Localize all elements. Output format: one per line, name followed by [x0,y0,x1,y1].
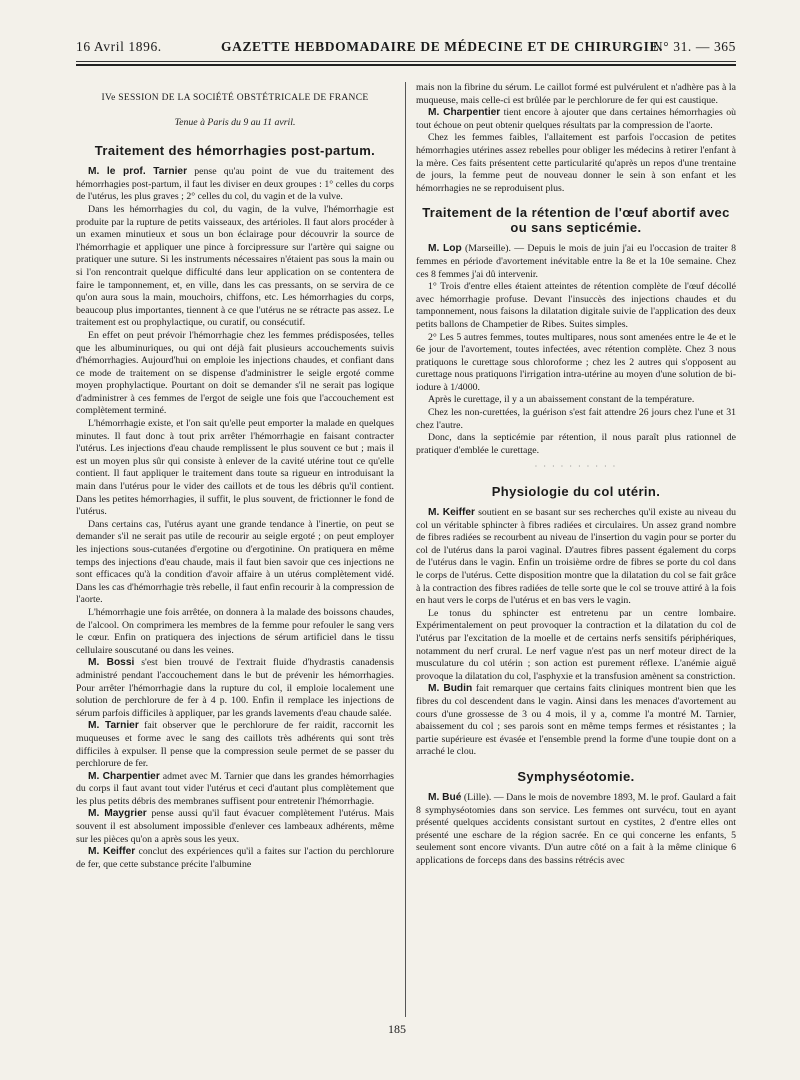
speaker-name: M. le prof. Tarnier [88,166,188,178]
paragraph-text: conclut des expériences qu'il a faites sur l'action du perchlorure de fer, que cette substance précite l'albumine [76,846,394,870]
paragraph: 2° Les 5 autres femmes, toutes multipares, nous sont amenées entre le 4e et le 6e jour de l'avortement, toutes infectées, avec rétention complète. Chez 3 nous pratiquons le curettage sous chloroforme ; chez les 2 autres qui s'opposent au curettage nous pratiquons l'irrigation intra-utérine au moyen d'une solution de bi-iodure à 1/4000. [416,331,736,393]
paragraph [76,808,394,846]
paragraph-text: fait remarquer que certains faits cliniques montrent bien que les fibres du col descendent dans le vagin. Ainsi dans les menaces d'avortement au cours d'une grossesse de 3 ou 4 mois, il y a, comme l'a montré M. Tarnier, abaissement du col ; ses parois sont en même temps fermes et résistantes ; la partie supérieure est évasée et l'ensemble prend la forme d'une toupie dont on a arraché le clou. [416,683,736,758]
paragraph: mais non la fibrine du sérum. Le caillot formé est pulvérulent et n'adhère pas à la muqueuse, mais celle-ci est brûlée par le perchlorure de fer qui est caustique. [416,82,736,106]
speaker-name: M. Charpentier [88,770,160,782]
issue-page-number: N° 31. — 365 [652,39,736,54]
header-rule-thick [76,64,736,66]
left-column [76,88,394,871]
header-rule [76,61,736,62]
paragraph-text: (Marseille). — Depuis le mois de juin j'ai eu l'occasion de traiter 8 femmes en période d'avortement inévitable entre la 8e et la 10e semaine. Chez ces 8 femmes j'ai dû intervenir. [416,243,736,280]
paragraph [76,846,394,871]
section-separator: · · · · · · · · · · [534,462,618,472]
speaker-name: M. Lop [428,243,462,255]
paragraph: Donc, dans la septicémie par rétention, il nous paraît plus rationnel de pratiquer d'emblée le curettage. [416,432,736,456]
speaker-name: M. Budin [428,683,473,695]
speaker-name: M. Tarnier [88,720,139,732]
running-header [76,39,736,59]
paragraph: Chez les non-curettées, la guérison s'est fait attendre 26 jours chez l'une et 31 chez l'autre. [416,407,736,431]
session-heading: IVe SESSION DE LA SOCIÉTÉ OBSTÉTRICALE DE FRANCE [101,93,369,103]
paragraph-text: tient encore à ajouter que dans certaines hémorrhagies où tout échoue on peut obtenir quelques résultats par la compression de l'aorte. [416,107,736,131]
paragraph [76,720,394,770]
page-number: 185 [388,1022,406,1036]
paragraph-text: s'est bien trouvé de l'extrait fluide d'hydrastis canadensis administré pendant l'accouchement dans le but de prévenir les hémorrhagies. Pour arrêter l'hémorrhagie dans la rupture du col, il emploie localement une solution de perchlorure de fer à 4 p. 100. Enfin il remplace les injections de sérum parfois difficiles à appliquer, par les grands lavements d'eau chaude salée. [76,657,394,719]
speaker-name: M. Keiffer [88,846,136,858]
paragraph: 1° Trois d'entre elles étaient atteintes de rétention complète de l'œuf décollé avec hémorrhagie profuse. Devant l'insuccès des injections chaudes et du tamponnement, nous faisons la dilatation digitale suivie de l'application des deux petits ballons de Champetier de Ribes. Suites simples. [416,281,736,330]
journal-title: GAZETTE HEBDOMADAIRE DE MÉDECINE ET DE CHIRURGIE. [221,39,664,54]
paragraph [416,792,736,868]
paragraph [76,771,394,809]
header-date: 16 Avril 1896. [76,39,162,54]
paragraph: Dans les hémorrhagies du col, du vagin, de la vulve, l'hémorrhagie est produite par la rupture de petits vaisseaux, des artérioles. Il faut alors procéder à un examen minutieux et sous un bon éclairage pour découvrir la source de l'hémorrhagie et appliquer une pince à forcipressure sur l'artère qui saigne ou pratiquer une suture. Si les instruments nécessaires n'étaient pas sous la main ou si l'on rencontrait quelque difficulté dans leur application on se contentera de faire le tamponnement, et, en ville, dans les cas pressants, on se servira de ce qu'on aura sous la main, mouchoirs, chiffons, etc. Les hémorrhagies du corps, beaucoup plus importantes, tiennent à ce que l'utérus ne se rétracte pas assez. Le traitement est ou prophylactique, ou curatif, ou consécutif. [76,203,394,329]
paragraph: En effet on peut prévoir l'hémorrhagie chez les femmes prédisposées, telles que les albuminuriques, ou qui ont déjà fait plusieurs accouchements suivis d'hémorrhagies. Aujourd'hui on emploie les injections chaudes, et confiant dans ce mode de traitement on se dispense d'administrer le seigle ergoté comme moyen prophylactique. Pourtant on doit se demander s'il ne serait pas logique d'administrer à ces femmes de l'ergot de seigle une fois que l'accouchement est complètement terminé. [76,329,394,417]
paragraph [416,107,736,132]
speaker-name: M. Charpentier [428,107,501,119]
speaker-name: M. Bué [428,791,462,803]
section-title: Symphyséotomie. [517,768,635,784]
paragraph: Le tonus du sphincter est entretenu par un centre lombaire. Expérimentalement on peut provoquer la contraction et la dilatation du col de l'utérus par l'excitation de la moelle et de certains nerfs sensitifs périphériques, notamment du nerf crural. Le nerf vague n'est pas un nerf moteur direct de la musculature du col utérin ; son action est purement réflexe. L'anémie aiguë provoque la dilatation du col, l'asphyxie et la transfusion amènent sa constriction. [416,607,736,682]
paragraph-text: pense qu'au point de vue du traitement des hémorrhagies post-partum, il faut les diviser en deux groupes : 1° celles du corps de l'utérus, les plus graves ; 2° celles du col, du vagin et de la vulve. [76,166,395,203]
paragraph-text: admet avec M. Tarnier que dans les grandes hémorrhagies du corps il faut avant tout vider l'utérus et ceci d'autant plus complètement que les plus petits débris des membranes suffisent pour entretenir l'hémorrhagie. [76,770,394,807]
paragraph: Chez les femmes faibles, l'allaitement est parfois l'occasion de petites hémorrhagies utérines assez rebelles pour obliger les médecins à retirer l'enfant à la mère. Ces faits présentent cette particularité qu'après un repos d'une trentaine de jours, la femme peut de nouveau donner le sein à son enfant et les hémorrhagies ne se reproduisent plus. [416,132,736,194]
paragraph: Dans certains cas, l'utérus ayant une grande tendance à l'inertie, on peut se demander s'il ne serait pas utile de recourir au seigle ergoté ; on peut employer les injections sous-cutanées d'ergotine ou d'ergotinine. On pratiquera en même temps des injections d'eau chaude, mais il faut bien savoir que ces injections ne sont efficaces qu'à la condition d'avoir affaire à un utérus complètement vidé. Dans les cas d'hémorrhagie très rebelle, il faut enfin recourir à la compression de l'aorte. [76,518,394,606]
paragraph: Après le curettage, il y a un abaissement constant de la température. [428,394,695,406]
paragraph [416,683,736,759]
section-title: Traitement de la rétention de l'œuf abortif avec ou sans septicémie. [422,205,730,236]
paragraph-text: pense aussi qu'il faut évacuer complètement l'utérus. Mais souvent il est absolument impossible d'enlever ces lambeaux adhérents, même sur les pièces qu'on a après sous les yeux. [76,808,394,845]
paragraph: L'hémorrhagie une fois arrêtée, on donnera à la malade des boissons chaudes, de l'alcool. On comprimera les membres de la femme pour refouler le sang vers le cœur. Enfin on pratiquera des injections de sérum artificiel dans le tissu cellulaire souscutané ou dans les veines. [76,606,394,656]
paragraph-text: soutient en se basant sur ses recherches qu'il existe au niveau du col un véritable sphincter à fibres radiées et circulaires. Un assez grand nombre de fibres radiées se recourbent au niveau de l'insertion du vagin pour se porter du col de l'utérus dans la paroi vaginal. D'autres fibres passent également du corps de l'utérus dans le vagin. Enfin un troisième ordre de fibres se porte du col dans le corps de l'utérus. Cette disposition montre que la dilatation du col se fait grâce à la contraction des fibres radiées de telle sorte que le col se trouve attiré à la fois en haut vers le corps de l'utérus et en bas vers le vagin. [416,507,737,607]
section-title: Traitement des hémorrhagies post-partum. [94,143,376,159]
section-title: Physiologie du col utérin. [491,484,661,500]
paragraph [416,243,736,281]
paragraph: L'hémorrhagie existe, et l'on sait qu'elle peut emporter la malade en quelques minutes. Il faut donc à tout prix arrêter l'hémorrhagie en faisant contracter l'utérus. Les injections d'eau chaude remplissent le plus souvent ce but ; mais il est un moyen plus sûr qui consiste à enlever de la cavité utérine tout ce qu'elle contient. Il faut appliquer le traitement dans toute sa rigueur en introduisant la main dans l'utérus pour le vider des caillots et de tous les débris qu'il contient. Dans les petites hémorrhagies, il suffit, le plus souvent, de frictionner le fond de l'utérus. [76,418,394,518]
speaker-name: M. Bossi [88,657,135,669]
session-subtitle: Tenue à Paris du 9 au 11 avril. [174,116,296,128]
paragraph [76,657,394,720]
column-divider [405,82,406,1017]
paragraph-text: fait observer que le perchlorure de fer raidit, raccornit les muqueuses et forme avec le sang des caillots très adhérents qui sont très difficiles à expulser. Il pense que la compression seule permet de se passer du perchlorure de fer. [76,720,394,770]
right-column [416,82,736,867]
paragraph [416,507,736,608]
speaker-name: M. Maygrier [88,808,147,820]
paragraph [76,166,394,204]
paragraph-text: (Lille). — Dans le mois de novembre 1893, M. le prof. Gaulard a fait 8 symphyséotomies dans son service. Les femmes ont survécu, tout en ayant présenté quelques accidents consistant surtout en cystites, 2 d'entre elles ont présenté une eschare de la région sacrée. En ce qui concerne les enfants, 5 seulement sont encore vivants. D'un autre côté on a fait à la même clinique 6 applications de forceps dans des bassins rétrécis avec [416,791,736,866]
speaker-name: M. Keiffer [428,507,476,519]
